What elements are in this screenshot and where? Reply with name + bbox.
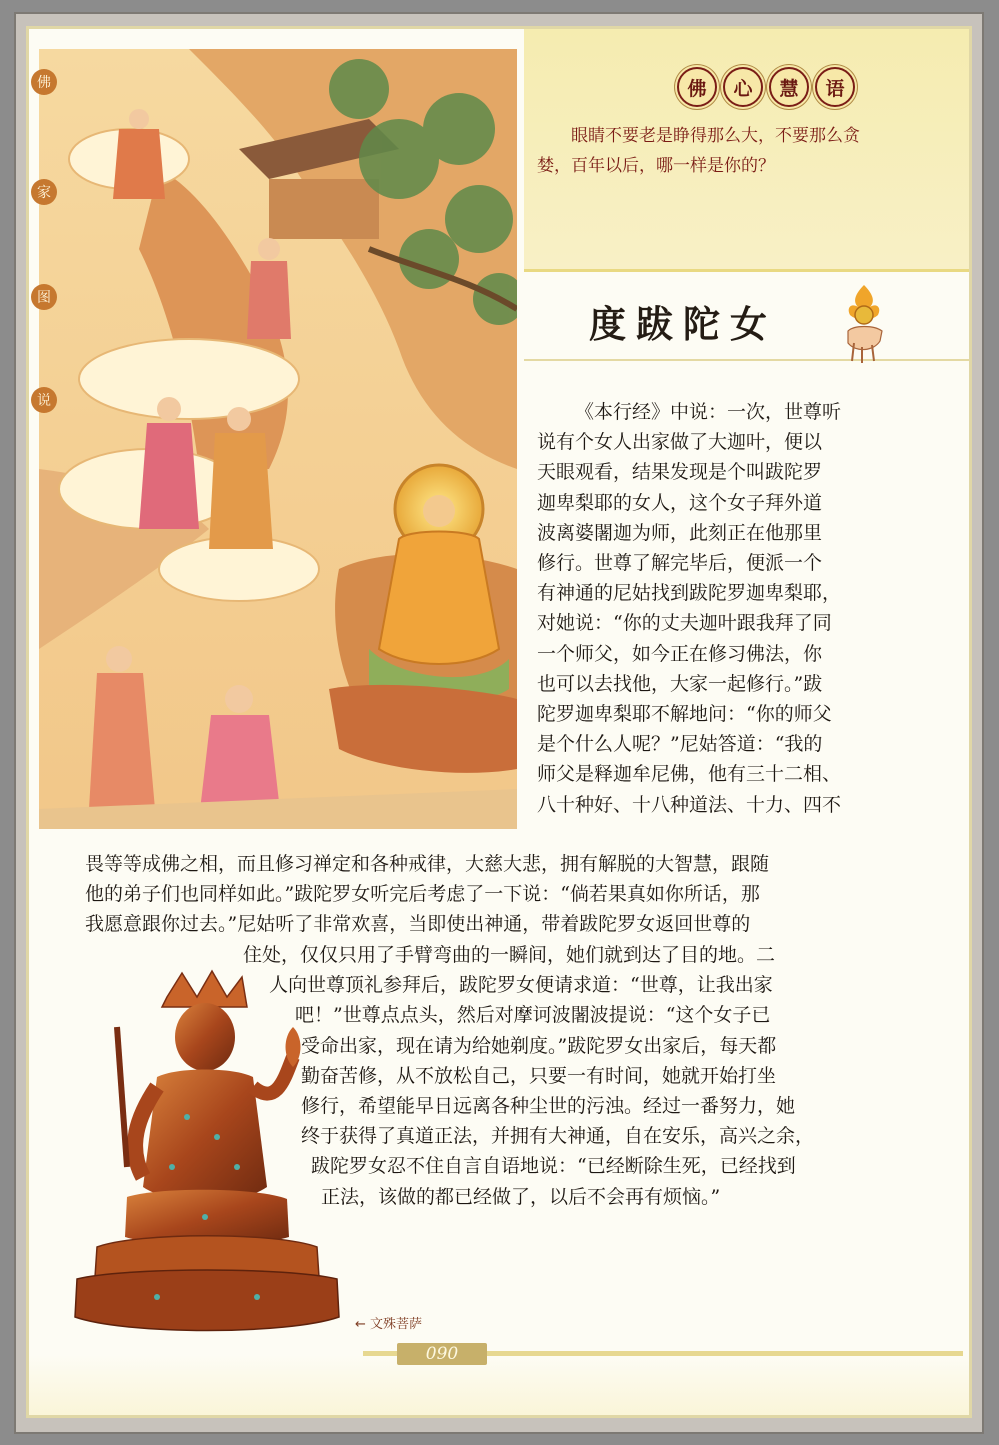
body-line: 畏等等成佛之相，而且修习禅定和各种戒律，大慈大悲，拥有解脱的大智慧，跟随 [85, 853, 770, 875]
body-line: 跋陀罗女忍不住自言自语地说：“已经断除生死，已经找到 [311, 1155, 796, 1178]
body-line: 勤奋苦修，从不放松自己，只要一有时间，她就开始打坐 [301, 1064, 777, 1087]
seal-char: 语 [815, 67, 855, 107]
buddha-painting [39, 49, 517, 829]
body-line: 受命出家，现在请为给她剃度。”跋陀罗女出家后，每天都 [301, 1034, 777, 1057]
side-label: 图 [31, 284, 57, 310]
manjushri-statue [57, 967, 347, 1342]
body-line: 吧！”世尊点点头，然后对摩诃波闍波提说：“这个女子已 [295, 1004, 771, 1027]
body-line: 八十种好、十八种道法、十力、四不 [537, 793, 842, 816]
body-line: 有神通的尼姑找到跋陀罗迦卑梨耶， [537, 582, 842, 605]
body-line: 修行，希望能早日远离各种尘世的污浊。经过一番努力，她 [301, 1095, 796, 1118]
wisdom-quote [537, 121, 867, 181]
body-line: 陀罗迦卑梨耶不解地问：“你的师父 [537, 703, 832, 726]
article-title: 度跋陀女 [589, 302, 777, 346]
article-body-full [85, 849, 769, 940]
footer-band [29, 1355, 972, 1418]
title-divider [524, 359, 972, 361]
seal-char: 佛 [677, 67, 717, 107]
body-line: 迦卑梨耶的女人，这个女子拜外道 [537, 491, 823, 514]
body-line: 终于获得了真道正法，并拥有大神通，自在安乐，高兴之余， [301, 1125, 815, 1148]
body-line: 正法，该做的都已经做了，以后不会再有烦恼。” [321, 1185, 721, 1208]
body-line: 波离婆闍迦为师，此刻正在他那里 [537, 521, 823, 544]
body-line: 我愿意跟你过去。”尼姑听了非常欢喜，当即使出神通，带着跋陀罗女返回世尊的 [85, 913, 751, 936]
body-line: 也可以去找他，大家一起修行。”跋 [537, 672, 823, 695]
body-line: 是个什么人呢？”尼姑答道：“我的 [537, 733, 823, 756]
flaming-jewel-icon [834, 281, 894, 363]
seal-char: 慧 [769, 67, 809, 107]
body-line: 他的弟子们也同样如此。”跋陀罗女听完后考虑了一下说：“倘若果真如你所话，那 [85, 883, 760, 906]
body-line: 修行。世尊了解完毕后，便派一个 [537, 552, 823, 575]
body-line: 住处，仅仅只用了手臂弯曲的一瞬间，她们就到达了目的地。二 [243, 944, 776, 966]
body-line: 天眼观看，结果发现是个叫跋陀罗 [537, 461, 823, 484]
quote-line: 么贪婪，百年以后，哪一样是你的？ [537, 126, 860, 176]
seal-char: 心 [723, 67, 763, 107]
header-divider [524, 269, 972, 272]
side-label: 说 [31, 387, 57, 413]
side-label: 佛 [31, 69, 57, 95]
side-label: 家 [31, 179, 57, 205]
page-number: 090 [397, 1343, 487, 1365]
book-page [26, 26, 972, 1418]
body-line: 人向世尊顶礼参拜后，跋陀罗女便请求道：“世尊，让我出家 [269, 974, 773, 997]
body-line: 《本行经》中说：一次，世尊听 [575, 401, 842, 423]
body-line: 师父是释迦牟尼佛，他有三十二相、 [537, 763, 842, 786]
body-line: 对她说：“你的丈夫迦叶跟我拜了同 [537, 612, 832, 635]
section-seals [677, 67, 855, 107]
article-body-right [537, 397, 841, 820]
body-line: 一个师父，如今正在修习佛法，你 [537, 642, 823, 665]
statue-caption: ← 文殊菩萨 [355, 1317, 423, 1332]
quote-line: 眼睛不要老是睁得那么大，不要那 [571, 126, 826, 146]
body-line: 说有个女人出家做了大迦叶，便以 [537, 431, 823, 454]
